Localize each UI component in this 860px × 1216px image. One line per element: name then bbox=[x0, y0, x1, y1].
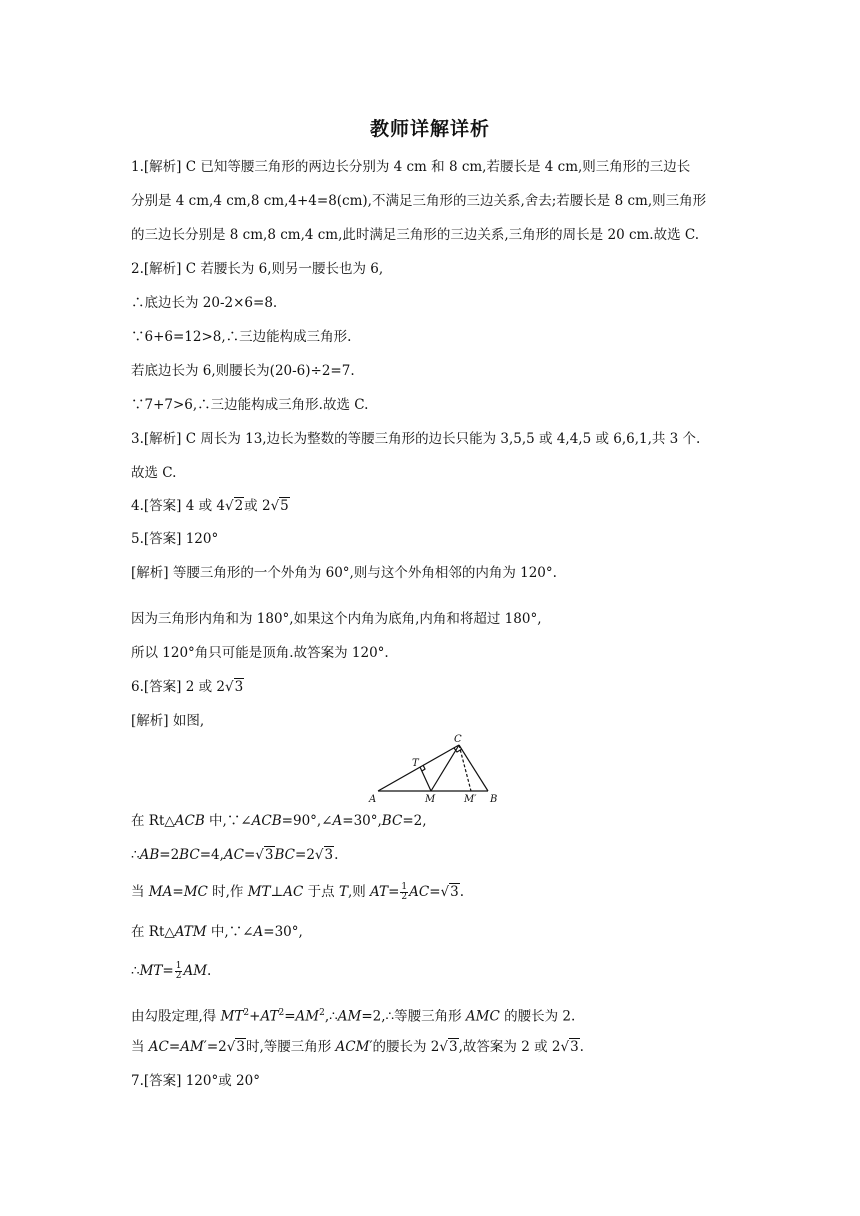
text-line: 所以 120°角只可能是顶角.故答案为 120°. bbox=[131, 645, 389, 661]
text-line: 5.[答案] 120° bbox=[131, 531, 219, 547]
label-a: A bbox=[369, 794, 377, 805]
text-line: [解析] 如图, bbox=[131, 713, 205, 729]
text-line: 7.[答案] 120°或 20° bbox=[131, 1073, 260, 1089]
solution-line: 当 AC=AM′=2√3时,等腰三角形 ACM′的腰长为 2√3,故答案为 2 或 2√3. bbox=[131, 1039, 584, 1055]
label-t: T bbox=[412, 758, 419, 769]
solution-line: ∴AB=2BC=4,AC=√3BC=2√3. bbox=[131, 847, 339, 863]
text-line: 1.[解析] C 已知等腰三角形的两边长分别为 4 cm 和 8 cm,若腰长是 4 cm,则三角形的三边长 bbox=[131, 159, 691, 175]
solution-line: 在 Rt△ATM 中,∵∠A=30°, bbox=[131, 924, 303, 940]
text-line: 分别是 4 cm,4 cm,8 cm,4+4=8(cm),不满足三角形的三边关系,舍去;若腰长是 8 cm,则三角形 bbox=[131, 193, 707, 209]
label-m-prime: M′ bbox=[464, 794, 477, 805]
triangle-figure bbox=[368, 730, 508, 810]
solution-line: 当 MA=MC 时,作 MT⊥AC 于点 T,则 AT= $\frac{1}{2}$ AC=√3. bbox=[131, 882, 465, 902]
segment-tm bbox=[420, 767, 431, 791]
segment-cm-prime bbox=[459, 745, 471, 791]
label-b: B bbox=[490, 794, 498, 805]
text-line: 若底边长为 6,则腰长为(20-6)÷2=7. bbox=[131, 363, 355, 379]
segment-cm bbox=[431, 745, 459, 791]
text-line: ∵6+6=12>8,∴三边能构成三角形. bbox=[131, 329, 352, 345]
text-line: 3.[解析] C 周长为 13,边长为整数的等腰三角形的边长只能为 3,5,5 或 4,4,5 或 6,6,1,共 3 个. bbox=[131, 431, 701, 447]
text-line: ∴底边长为 20-2×6=8. bbox=[131, 295, 278, 311]
solution-line: ∴MT= $\frac{1}{2}$ AM. bbox=[131, 961, 212, 981]
label-m: M bbox=[425, 794, 436, 805]
solution-line: 由勾股定理,得 $MT^2+AT^2=AM^2,\therefore AM=2,\therefore$等腰三角形 AMC 的腰长为 2. bbox=[131, 1008, 576, 1025]
text-line: 故选 C. bbox=[131, 465, 177, 481]
answer-line-4: 4.[答案] 4 或 4√2或 2√5 bbox=[131, 498, 289, 514]
text-line: 的三边长分别是 8 cm,8 cm,4 cm,此时满足三角形的三边关系,三角形的周长是 20 cm.故选 C. bbox=[131, 227, 700, 243]
text-line: [解析] 等腰三角形的一个外角为 60°,则与这个外角相邻的内角为 120°. bbox=[131, 565, 557, 581]
answer-line-6: 6.[答案] 2 或 2√3 bbox=[131, 679, 244, 695]
side-cb bbox=[459, 745, 488, 791]
page-title: 教师详解详析 bbox=[369, 118, 490, 140]
text-line: 因为三角形内角和为 180°,如果这个内角为底角,内角和将超过 180°, bbox=[131, 611, 542, 627]
solution-line: 在 Rt△ACB 中,∵∠ACB=90°,∠A=30°,BC=2, bbox=[131, 813, 427, 829]
label-c: C bbox=[454, 734, 462, 745]
text-line: ∵7+7>6,∴三边能构成三角形.故选 C. bbox=[131, 397, 369, 413]
text-line: 2.[解析] C 若腰长为 6,则另一腰长也为 6, bbox=[131, 261, 384, 277]
